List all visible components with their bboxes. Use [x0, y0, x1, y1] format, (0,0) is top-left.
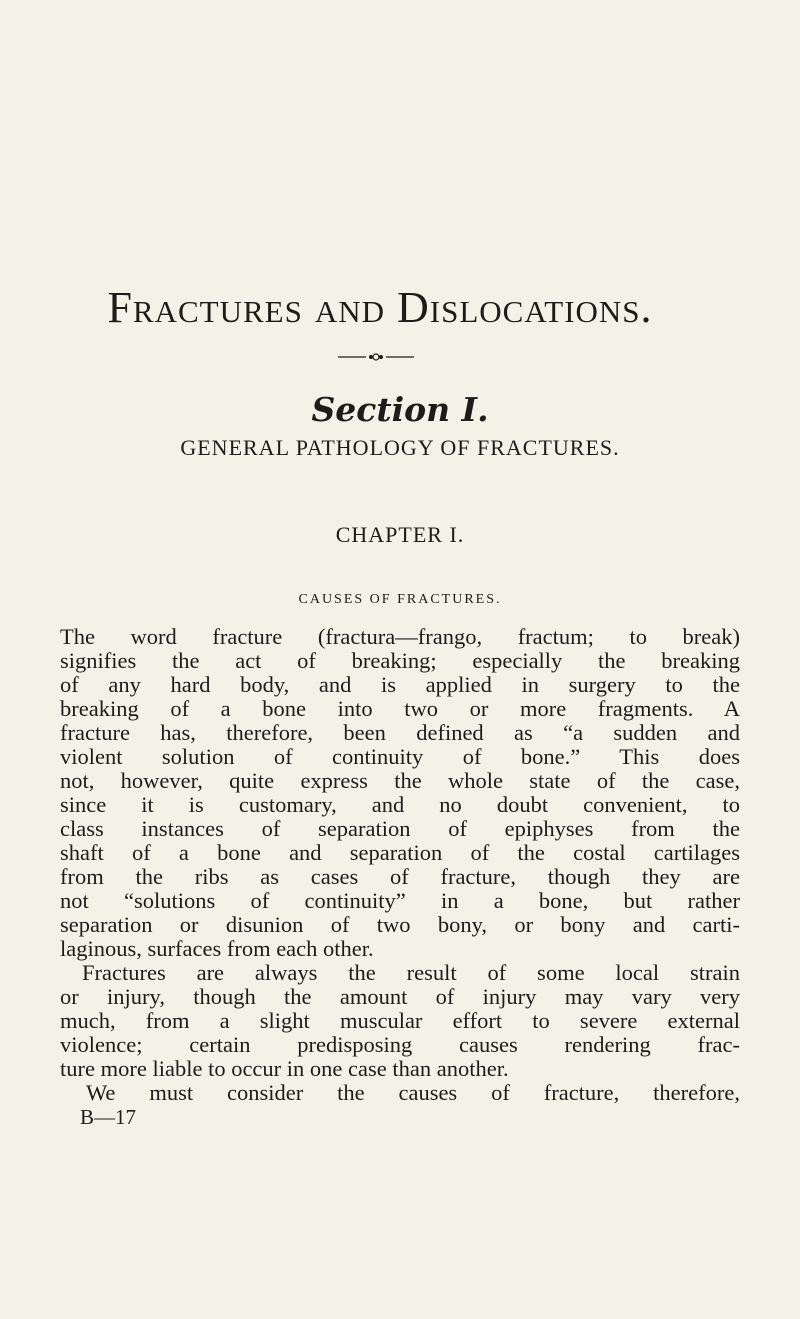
section-heading: Section I. [311, 390, 489, 429]
chapter-subtitle: CAUSES OF FRACTURES. [298, 592, 502, 607]
text-line: We must consider the causes of fracture, therefore, [86, 1080, 740, 1105]
text-line: violent solution of continuity of bone.” This does [60, 744, 740, 769]
text-line: not “solutions of continuity” in a bone, but rather [60, 888, 740, 913]
text-line: not, however, quite express the whole state of the case, [60, 768, 740, 793]
text-line: much, from a slight muscular effort to severe external [60, 1008, 740, 1033]
text-line: Fractures are always the result of some local strain [82, 960, 740, 985]
text-line: The word fracture (fractura—frango, fractum; to break) [60, 624, 740, 649]
text-line: since it is customary, and no doubt convenient, to [60, 792, 740, 817]
signature-mark: B—17 [80, 1105, 137, 1129]
section-subtitle: GENERAL PATHOLOGY OF FRACTURES. [180, 435, 620, 460]
text-line: separation or disunion of two bony, or bony and carti- [60, 912, 740, 937]
text-line: violence; certain predisposing causes rendering frac- [60, 1032, 740, 1057]
text-line: class instances of separation of epiphyses from the [60, 816, 740, 841]
text-line: breaking of a bone into two or more fragments. A [60, 696, 740, 721]
text-line: laginous, surfaces from each other. [60, 936, 374, 961]
text-line: from the ribs as cases of fracture, though they are [60, 864, 740, 889]
text-line: signifies the act of breaking; especially the breaking [60, 648, 740, 673]
page-title: Fractures and Dislocations. [107, 283, 653, 332]
text-line: fracture has, therefore, been defined as “a sudden and [60, 720, 740, 745]
body-text [60, 625, 740, 1129]
text-line: of any hard body, and is applied in surgery to the [60, 672, 740, 697]
text-line: ture more liable to occur in one case than another. [60, 1056, 509, 1081]
chapter-heading: CHAPTER I. [335, 522, 465, 547]
ornamental-rule [338, 352, 414, 362]
text-line: or injury, though the amount of injury may vary very [60, 984, 740, 1009]
text-line: shaft of a bone and separation of the costal cartilages [60, 840, 740, 865]
